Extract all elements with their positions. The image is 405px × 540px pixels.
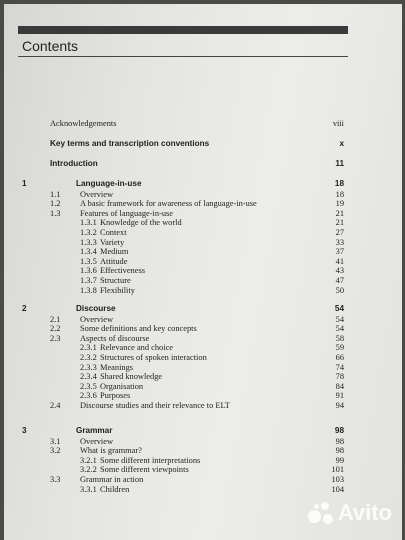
entry-title: Flexibility <box>100 285 135 295</box>
entry-title: Meanings <box>100 362 134 372</box>
avito-watermark <box>308 500 392 526</box>
entry-title: A basic framework for awareness of language-in-use <box>80 199 257 209</box>
entry-title: Structures of spoken interaction <box>100 353 207 362</box>
entry-page-number: 19 <box>335 199 344 209</box>
entry-title: Attitude <box>100 256 128 266</box>
entry-page-number: 47 <box>335 276 344 285</box>
entry-page-number: 50 <box>335 285 344 295</box>
entry-page-number: 98 <box>334 426 344 435</box>
entry-page-number: 101 <box>331 465 344 475</box>
entry-page-number: 91 <box>335 391 344 401</box>
entry-page-number: 11 <box>335 159 344 168</box>
entry-page-number: 94 <box>335 401 344 410</box>
toc-front-entry <box>4 158 402 169</box>
entry-title: What is grammar? <box>80 446 142 456</box>
entry-page-number: 54 <box>335 324 344 334</box>
entry-page-number: x <box>339 139 344 148</box>
entry-number: 2.3.6 <box>80 391 97 401</box>
entry-number: 3.2.2 <box>80 465 97 475</box>
book-page <box>4 4 402 540</box>
toc-subsection-entry <box>4 285 402 296</box>
entry-title: Aspects of discourse <box>80 333 150 343</box>
entry-page-number: 98 <box>335 436 344 446</box>
entry-page-number: 54 <box>334 304 344 313</box>
entry-number: 1.3.6 <box>80 266 97 276</box>
entry-page-number: 41 <box>335 256 344 266</box>
toc-section-entry <box>4 400 402 411</box>
entry-title: Knowledge of the world <box>100 218 182 228</box>
toc-subsection-entry <box>4 484 402 495</box>
toc-chapter-heading <box>4 178 402 189</box>
entry-number: 2.3.2 <box>80 353 97 362</box>
entry-number: 3.3 <box>50 475 61 484</box>
entry-number: 2.3.5 <box>80 381 97 391</box>
entry-page-number: 33 <box>335 237 344 247</box>
toc-front-entry <box>4 118 402 129</box>
entry-title: Medium <box>100 247 129 257</box>
entry-page-number: 43 <box>335 266 344 276</box>
table-of-contents <box>4 4 402 540</box>
entry-number: 1.2 <box>50 199 61 209</box>
entry-title: Grammar <box>76 426 113 435</box>
entry-number: 2.3.1 <box>80 343 97 353</box>
entry-page-number: 58 <box>335 333 344 343</box>
entry-number: 3.2.1 <box>80 455 97 465</box>
entry-title: Children <box>100 484 130 494</box>
entry-title: Grammar in action <box>80 475 144 484</box>
entry-title: Some different viewpoints <box>100 465 189 475</box>
entry-title: Context <box>100 228 127 237</box>
avito-watermark-text: Avito <box>337 500 392 525</box>
entry-number: 1.1 <box>50 189 61 199</box>
entry-number: 2.3 <box>50 333 61 343</box>
entry-number: 3.2 <box>50 446 61 456</box>
entry-number: 1.3.8 <box>80 285 97 295</box>
entry-title: Variety <box>100 237 125 247</box>
entry-title: Some different interpretations <box>100 455 201 465</box>
entry-number: 1 <box>22 179 27 188</box>
entry-title: Features of language-in-use <box>80 208 174 218</box>
entry-number: 1.3.3 <box>80 237 97 247</box>
entry-page-number: 74 <box>335 362 344 372</box>
entry-number: 2 <box>22 304 27 313</box>
entry-title: Overview <box>80 314 114 324</box>
entry-page-number: 54 <box>335 314 344 324</box>
entry-title: Key terms and transcription conventions <box>50 139 210 148</box>
entry-number: 1.3.4 <box>80 247 97 257</box>
entry-title: Shared knowledge <box>100 372 163 382</box>
toc-chapter-heading <box>4 425 402 436</box>
entry-page-number: 104 <box>331 484 344 494</box>
entry-page-number: 18 <box>334 179 344 188</box>
entry-title: Effectiveness <box>100 266 145 276</box>
entry-number: 1.3.5 <box>80 256 97 266</box>
entry-number: 2.4 <box>50 401 61 410</box>
entry-title: Purposes <box>100 391 131 401</box>
toc-front-entry <box>4 138 402 149</box>
entry-page-number: 37 <box>335 247 344 257</box>
entry-title: Acknowledgements <box>50 119 117 128</box>
entry-number: 1.3.2 <box>80 228 97 237</box>
entry-page-number: 99 <box>335 455 344 465</box>
entry-title: Discourse studies and their relevance to ELT <box>80 401 230 410</box>
entry-number: 2.2 <box>50 324 61 334</box>
entry-title: Some definitions and key concepts <box>80 324 197 334</box>
entry-page-number: 59 <box>335 343 344 353</box>
toc-chapter-heading <box>4 303 402 314</box>
entry-number: 3.1 <box>50 436 61 446</box>
entry-number: 1.3 <box>50 208 61 218</box>
entry-number: 1.3.1 <box>80 218 97 228</box>
entry-page-number: 21 <box>335 208 344 218</box>
entry-page-number: 98 <box>335 446 344 456</box>
entry-title: Organisation <box>100 381 144 391</box>
entry-title: Relevance and choice <box>100 343 174 353</box>
entry-title: Introduction <box>50 159 98 168</box>
entry-page-number: 84 <box>335 381 344 391</box>
entry-page-number: 18 <box>335 189 344 199</box>
entry-page-number: 103 <box>331 475 344 484</box>
entry-page-number: viii <box>332 119 344 128</box>
entry-title: Discourse <box>76 304 116 313</box>
entry-title: Overview <box>80 436 114 446</box>
entry-title: Overview <box>80 189 114 199</box>
entry-number: 2.3.4 <box>80 372 97 382</box>
entry-page-number: 21 <box>335 218 344 228</box>
entry-title: Structure <box>100 276 131 285</box>
page-title: Contents <box>22 38 79 54</box>
entry-number: 2.3.3 <box>80 362 97 372</box>
entry-page-number: 78 <box>335 372 344 382</box>
entry-number: 3.3.1 <box>80 484 97 494</box>
entry-title: Language-in-use <box>76 179 142 188</box>
entry-number: 1.3.7 <box>80 276 97 285</box>
avito-logo-icon <box>308 502 334 524</box>
entry-page-number: 66 <box>335 353 344 362</box>
entry-number: 3 <box>22 426 27 435</box>
entry-page-number: 27 <box>335 228 344 237</box>
entry-number: 2.1 <box>50 314 61 324</box>
